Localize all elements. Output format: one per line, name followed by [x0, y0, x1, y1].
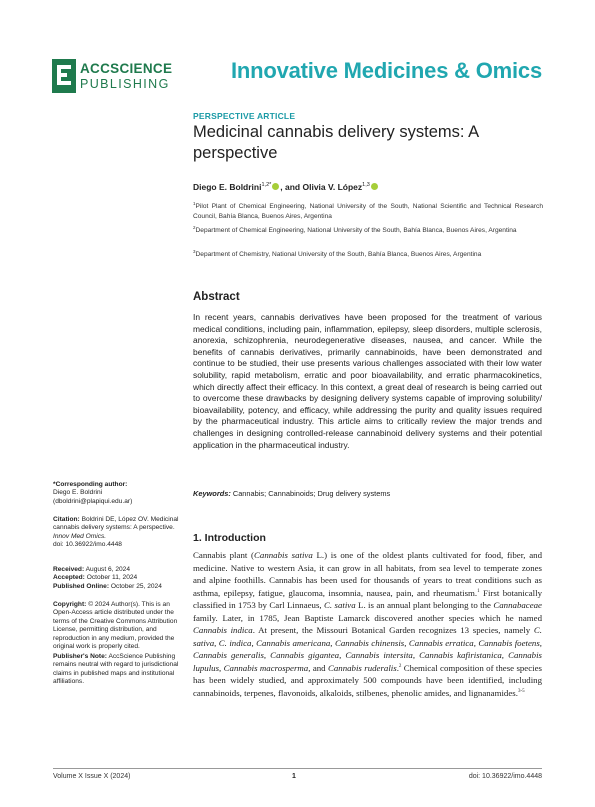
article-dates [53, 566, 181, 591]
corresponding-author-label: *Corresponding author: [53, 481, 128, 488]
corresponding-author [53, 481, 181, 506]
accscience-logo-icon [52, 59, 76, 93]
citation-journal: Innov Med Omics. [53, 532, 107, 540]
affiliation-text: Department of Chemical Engineering, National University of the South, Bahía Blanca, Buenos Aires, Argentina [195, 227, 517, 235]
received-date: August 6, 2024 [85, 566, 130, 573]
footer-volume: Volume X Issue X (2024) [53, 773, 131, 780]
affiliation [193, 199, 543, 222]
corresponding-author-email[interactable]: (dboldrini@plapiqui.edu.ar) [53, 497, 133, 505]
article-title: Medicinal cannabis delivery systems: A perspective [193, 123, 479, 162]
copyright-label: Copyright: [53, 601, 87, 608]
section-heading-introduction: 1. Introduction [193, 532, 266, 544]
author-separator: , and [280, 182, 303, 192]
copyright-text: © 2024 Author(s). This is an Open-Access article distributed under the terms of the Creative Commons Attribution License, permitting distribution, and reproduction in any medium, provided the original work is properly cited. [53, 601, 178, 651]
corresponding-author-name: Diego E. Boldrini [53, 489, 103, 497]
author-affiliation-marker: 1,3 [362, 182, 370, 189]
footer-divider [53, 768, 542, 769]
orcid-icon[interactable] [371, 183, 378, 190]
author-name[interactable]: Olivia V. López [302, 182, 363, 192]
page-number: 1 [292, 773, 296, 780]
affiliation [193, 223, 543, 236]
logo-text-publishing: PUBLISHING [80, 77, 170, 91]
author-affiliation-marker: 1,2* [261, 182, 272, 189]
affiliation-marker: 2 [193, 225, 196, 230]
affiliation-text: Pilot Plant of Chemical Engineering, National University of the South, National Scientific and Technical Research Council, Bahía Blanca, Buenos Aires, Argentina [193, 203, 543, 221]
citation-doi[interactable]: doi: 10.36922/imo.4448 [53, 541, 122, 549]
keywords-list: Cannabis; Cannabinoids; Drug delivery systems [232, 489, 391, 498]
accepted-date: October 11, 2024 [86, 574, 138, 582]
article-type: PERSPECTIVE ARTICLE [193, 111, 296, 121]
published-label: Published Online: [53, 582, 110, 590]
publisher-note [53, 653, 181, 687]
published-date: October 25, 2024 [110, 582, 162, 590]
publisher-note-text: AccScience Publishing remains neutral with regard to jurisdictional claims in published maps and institutional affiliations. [53, 653, 179, 686]
citation [53, 516, 181, 550]
journal-title[interactable]: Innovative Medicines & Omics [230, 58, 542, 83]
citation-text: Boldrini DE, López OV. Medicinal cannabis delivery systems: A perspective. [53, 516, 179, 532]
keywords-label: Keywords: [193, 489, 231, 498]
affiliation [193, 247, 543, 260]
introduction-text: Cannabis plant (Cannabis sativa L.) is one of the oldest plants cultivated for food, fiber, and medicine. Native to western Asia, it can grow in all habitats, from sea level to temperate zones and alpine foothills. Cannabis has been used for thousands of years to treat conditions such as asthma, epilepsy, fatigue, glaucoma, insomnia, nausea, pain, and rheumatism.$^1$ First botanically classified in 1753 by Carl Linnaeus, C. sativa L. is an annual plant belonging to the Cannabaceae family. Later, in 1785, Jean Baptiste Lamarck discovered another species which he named Cannabis indica. At present, the Missouri Botanical Garden recognizes 13 species, namely C. sativa, C. indica, Cannabis americana, Cannabis chinensis, Cannabis erratica, Cannabis foetens, Cannabis generalis, Cannabis gigantea, Cannabis intersita, Cannabis kafiristanica, Cannabis lupulus, Cannabis macrosperma, and Cannabis ruderalis.$^2$ Chemical composition of these species has been widely studied, and approximately 500 compounds have been identified, including cannabinoids, terpenes, flavonoids, alkaloids, stilbenes, phenolic amides, and lignanamides.$^{3-5}$ [193, 550, 543, 698]
affiliation-marker: 3 [193, 249, 196, 254]
author-list [193, 182, 379, 192]
footer-doi[interactable]: doi: 10.36922/imo.4448 [468, 773, 542, 780]
author-name[interactable]: Diego E. Boldrini [193, 182, 262, 192]
keywords [193, 489, 542, 498]
publisher-note-label: Publisher's Note: [53, 653, 107, 660]
citation-label: Citation: [53, 516, 80, 523]
abstract-text: In recent years, cannabis derivatives have been proposed for the treatment of various medical conditions, including pain, inflammation, epilepsy, sleep disorders, multiple sclerosis, anorexia, schizophrenia, neurodegenerative diseases, nausea, and cancer. While the benefits of cannabis derivatives, primarily cannabinoids, have been demonstrated and continue to be studied, their use presents various challenges associated with their low water solubility, rapid metabolism, erratic and poor bioavailability, and erratic pharmacokinetics, which directly affect their efficacy. In this context, a great deal of research is being carried out to overcome these drawbacks by designing delivery systems capable of improving solubility/ bioavailability, potency, and efficacy, while addressing the purity and quality issues required by the pharmaceutical industry. This article aims to critically review the major trends and challenges in designing controlled-release cannabinoid delivery systems and their potential application in the pharmaceutical industry. [193, 312, 542, 450]
abstract-heading: Abstract [193, 291, 240, 303]
logo-text-accscience: ACCSCIENCE [80, 61, 173, 76]
orcid-icon[interactable] [272, 183, 279, 190]
affiliation-text: Department of Chemistry, National University of the South, Bahía Blanca, Buenos Aires, Argentina [195, 251, 482, 259]
received-label: Received: [53, 566, 85, 573]
copyright-notice [53, 601, 181, 651]
publisher-logo[interactable] [52, 59, 182, 95]
affiliation-marker: 1 [193, 201, 196, 206]
accepted-label: Accepted: [53, 574, 85, 582]
